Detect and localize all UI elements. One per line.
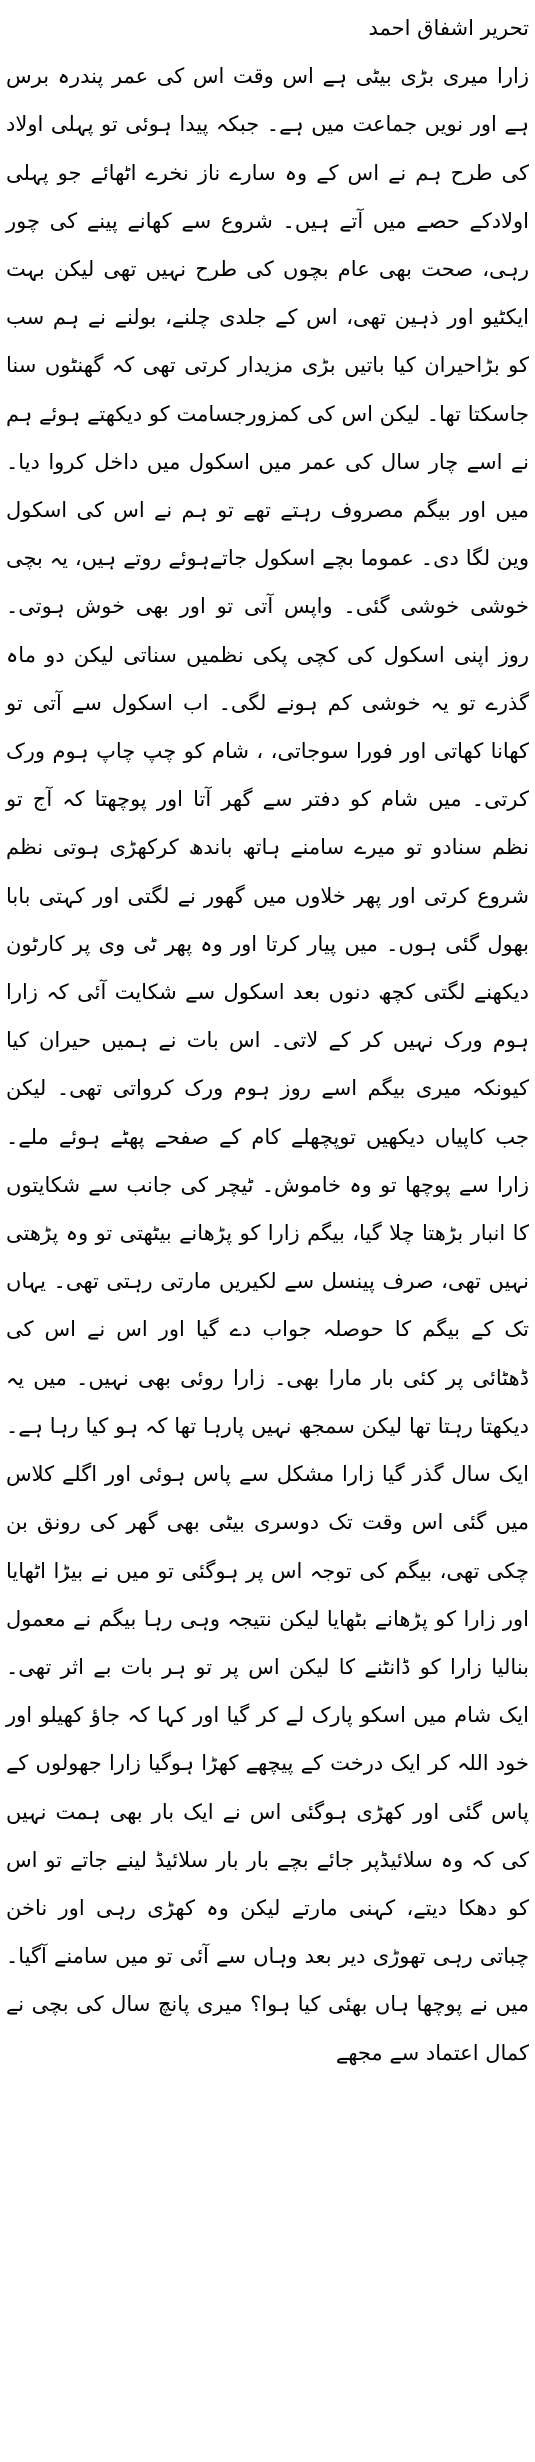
author-byline: تحریر اشفاق احمد <box>368 16 529 40</box>
article-paragraph: زارا میری بڑی بیٹی ہے اس وقت اس کی عمر پندرہ برس ہے اور نویں جماعت میں ہے۔ جبکہ پیدا ہوئی تو پہلی اولاد کی طرح ہم نے اس کے وہ سارے ناز نخرے اٹھائے جو پہلی اولادکے حصے میں آتے ہیں۔ شروع سے کھانے پینے کی چور رہی، صحت بھی عام بچوں کی طرح نہیں تھی لیکن بہت ایکٹیو اور ذہین تھی، اس کے جلدی چلنے، بولنے نے ہم سب کو بڑاحیران کیا باتیں بڑی مزیدار کرتی تھی کہ گھنٹوں سنا جاسکتا تھا۔ لیکن اس کی کمزورجسامت کو دیکھتے ہوئے ہم نے اسے چار سال کی عمر میں اسکول میں داخل کروا دیا۔ میں اور بیگم مصروف رہتے تھے تو ہم نے اس کی اسکول وین لگا دی۔ عموما بچے اسکول جاتےہوئے روتے ہیں، یہ بچی خوشی خوشی گئی۔ واپس آتی تو اور بھی خوش ہوتی۔ روز اپنی اسکول کی کچی پکی نظمیں سناتی لیکن دو ماہ گذرے تو یہ خوشی کم ہونے لگی۔ اب اسکول سے آتی تو کھانا کھاتی اور فورا سوجاتی، ، شام کو چپ چاپ ہوم ورک کرتی۔ میں شام کو دفتر سے گھر آتا اور پوچھتا کہ آج تو نظم سنادو تو میرے سامنے ہاتھ باندھ کرکھڑی ہوتی نظم شروع کرتی اور پھر خلاوں میں گھور نے لگتی اور کہتی بابا بھول گئی ہوں۔ میں پیار کرتا اور وہ پھر ٹی وی پر کارٹون دیکھنے لگتی کچھ دنوں بعد اسکول سے شکایت آئی کہ زارا ہوم ورک نہیں کر کے لاتی۔ اس بات نے ہمیں حیران کیا کیونکہ میری بیگم اسے روز ہوم ورک کرواتی تھی۔ لیکن جب کاپیاں دیکھیں توپچھلے کام کے صفحے پھٹے ہوئے ملے۔ زارا سے پوچھا تو وہ خاموش۔ ٹیچر کی جانب سے شکایتوں کا انبار بڑھتا چلا گیا، بیگم زارا کو پڑھانے بیٹھتی تو وہ پڑھتی نہیں تھی، صرف پینسل سے لکیریں مارتی رہتی تھی۔ یہاں تک کے بیگم کا حوصلہ جواب دے گیا اور اس نے اس کی ڈھٹائی پر کئی بار مارا بھی۔ زارا روئی بھی نہیں۔ میں یہ دیکھتا رہتا تھا لیکن سمجھ نہیں پارہا تھا کہ ہو کیا رہا ہے۔ ایک سال گذر گیا زارا مشکل سے پاس ہوئی اور اگلے کلاس میں گئی اس وقت تک دوسری بیٹی بھی گھر کی رونق بن چکی تھی، بیگم کی توجہ اس پر ہوگئی تو میں نے بیڑا اٹھایا اور زارا کو پڑھانے بٹھایا لیکن نتیجہ وہی رہا بیگم نے معمول بنالیا زارا کو ڈانٹنے کا لیکن اس پر تو ہر بات بے اثر تھی۔ ایک شام میں اسکو پارک لے کر گیا اور کہا کہ جاؤ کھیلو اور خود اللہ کر ایک درخت کے پیچھے کھڑا ہوگیا زارا جھولوں کے پاس گئی اور کھڑی ہوگئی اس نے ایک بار بھی ہمت نہیں کی کہ وہ سلائیڈپر جائے بچے بار بار سلائیڈ لینے جاتے تو اس کو دھکا دیتے، کہنی مارتے لیکن وہ کھڑی رہی اور ناخن چباتی رہی تھوڑی دیر بعد وہاں سے آئی تو میں سامنے آگیا۔ میں نے پوچھا ہاں بھئی کیا ہوا؟ میری پانچ سال کی بچی نے کمال اعتماد سے مجھے <box>6 64 529 2065</box>
